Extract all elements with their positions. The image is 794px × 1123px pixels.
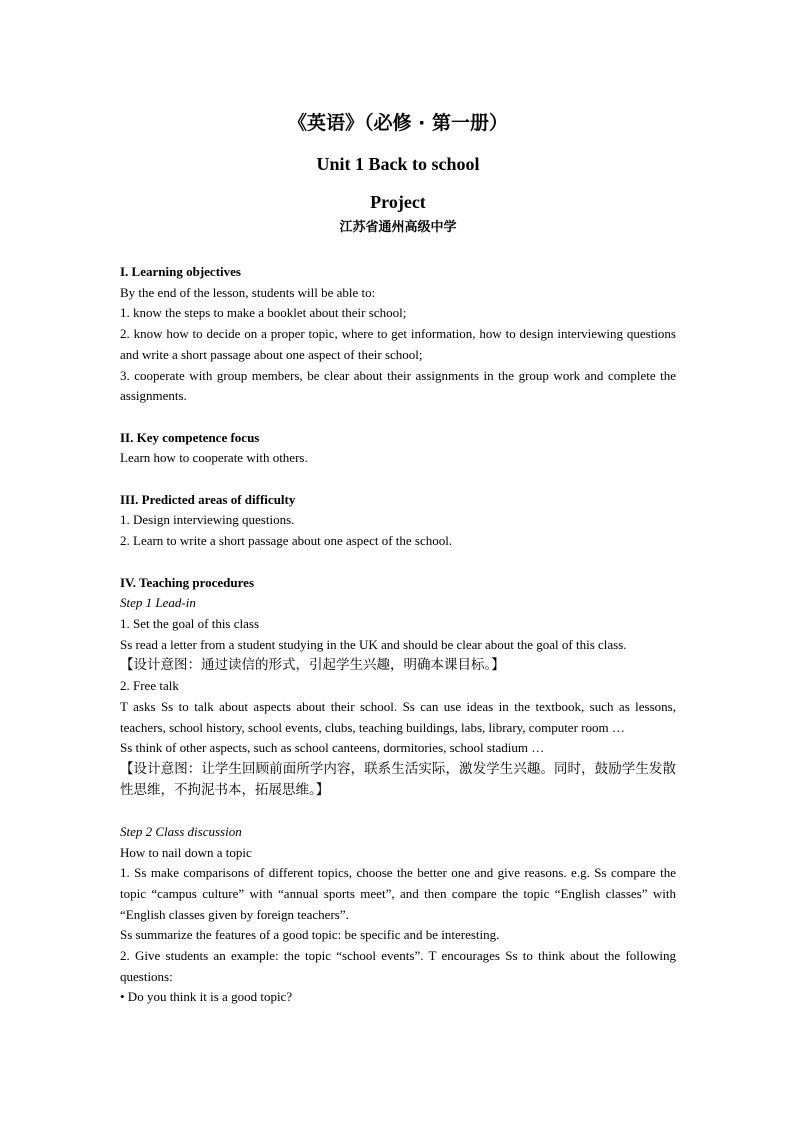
- step1-sub2: 2. Free talk: [120, 678, 179, 694]
- difficulty-item: 1. Design interviewing questions.: [120, 512, 295, 528]
- step1-title: Step 1 Lead-in: [120, 595, 196, 611]
- design-note: 【设计意图：通过读信的形式，引起学生兴趣，明确本课目标。】: [120, 657, 505, 674]
- competence-text: Learn how to cooperate with others.: [120, 450, 308, 466]
- step1-sub1-text: Ss read a letter from a student studying in the UK and should be clear about the goal of this class.: [120, 636, 627, 652]
- step2-paragraph: Ss summarize the features of a good topic: be specific and be interesting.: [120, 927, 500, 943]
- step1-sub2-text2: Ss think of other aspects, such as school canteens, dormitories, school stadium …: [120, 740, 545, 756]
- school-name: 江苏省通州高级中学: [339, 220, 457, 235]
- difficulty-heading: III. Predicted areas of difficulty: [120, 491, 296, 507]
- competence-heading: II. Key competence focus: [120, 429, 260, 445]
- objective-item: 2. know how to decide on a proper topic, where to get information, how to design interviewing questions and write a short passage about one aspect of their school;: [120, 326, 676, 362]
- step1-sub1: 1. Set the goal of this class: [120, 615, 260, 631]
- procedures-heading: IV. Teaching procedures: [120, 574, 255, 590]
- step2-paragraph: 2. Give students an example: the topic “school events”. T encourages Ss to think about the following questions:: [120, 948, 676, 984]
- book-title: 《英语》（必修 · 第一册）: [288, 112, 508, 134]
- step1-sub2-text: T asks Ss to talk about aspects about their school. Ss can use ideas in the textbook, such as lessons, teachers, school history, school events, clubs, teaching buildings, labs, library, computer room …: [120, 699, 676, 735]
- difficulty-item: 2. Learn to write a short passage about one aspect of the school.: [120, 533, 453, 549]
- design-note: 【设计意图：让学生回顾前面所学内容，联系生活实际，激发学生兴趣。同时，鼓励学生发散性思维，不拘泥书本，拓展思维。】: [120, 761, 676, 799]
- step2-subtitle: How to nail down a topic: [120, 844, 252, 860]
- section-title: Project: [370, 192, 426, 212]
- step2-paragraph: 1. Ss make comparisons of different topics, choose the better one and give reasons. e.g. Ss compare the topic “campus culture” with “annual sports meet”, and then compare the topic “English classes” with “English classes given by foreign teachers”.: [120, 865, 676, 922]
- objectives-intro: By the end of the lesson, students will be able to:: [120, 284, 376, 300]
- step2-bullet: • Do you think it is a good topic?: [120, 989, 293, 1005]
- objectives-heading: I. Learning objectives: [120, 264, 241, 279]
- unit-title: Unit 1 Back to school: [316, 154, 480, 174]
- step2-title: Step 2 Class discussion: [120, 823, 242, 839]
- document-content: [120, 100, 676, 1008]
- objective-item: 1. know the steps to make a booklet about their school;: [120, 305, 407, 321]
- objective-item: 3. cooperate with group members, be clear about their assignments in the group work and complete the assignments.: [120, 367, 676, 404]
